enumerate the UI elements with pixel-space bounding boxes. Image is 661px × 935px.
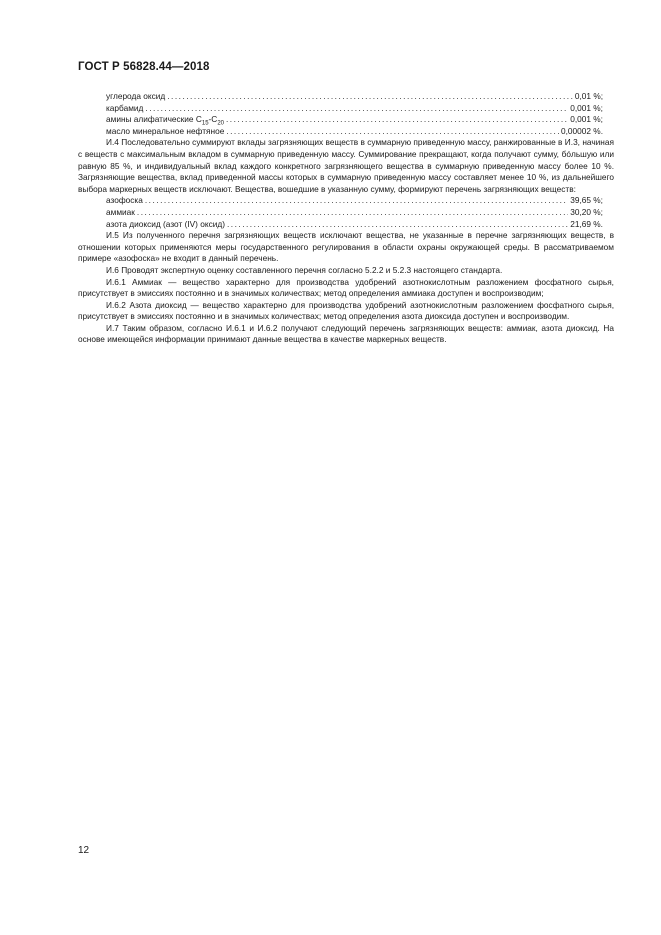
list-item	[106, 91, 614, 103]
list-item-value: 0,001 %;	[570, 114, 603, 125]
dot-leader	[145, 195, 568, 207]
list-item	[106, 195, 614, 207]
document-body	[78, 91, 614, 346]
dot-leader	[167, 91, 573, 103]
subscript: 15	[201, 120, 209, 127]
list-item-label: карбамид	[106, 102, 144, 113]
list-item	[106, 114, 614, 126]
document-header: ГОСТ Р 56828.44—2018	[78, 61, 210, 73]
paragraph-i5: И.5 Из полученного перечня загрязняющих веществ исключают вещества, не указанные в перечне загрязняющих веществ, в отношении которых применяются меры государственного регулирования в области охраны окружающей среды. В рассматриваемом примере «азофоска» не входит в данный перечень.	[78, 230, 614, 264]
list-item	[106, 219, 614, 231]
paragraph-i6-2: И.6.2 Азота диоксид — вещество характерно для производства удобрений азотнокислотным разложением фосфатного сырья, присутствует в эмиссиях постоянно и в значимых количествах; метод определения азота диоксида доступен и воспроизводим.	[78, 299, 614, 322]
paragraph-i7: И.7 Таким образом, согласно И.6.1 и И.6.2 получают следующий перечень загрязняющих веществ: аммиак, азота диоксид. На основе имеющейся информации принимают данные вещества в качестве маркерных веществ.	[78, 322, 614, 345]
list-item-label: азота диоксид (азот (IV) оксид)	[106, 218, 225, 229]
emission-list-1	[78, 91, 614, 137]
label-text: -C	[208, 114, 218, 125]
list-item-label: аммиак	[106, 206, 135, 217]
list-item-value: 0,01 %;	[574, 91, 603, 101]
list-item	[106, 103, 614, 115]
list-item-value: 0,00002 %.	[561, 125, 603, 136]
dot-leader	[227, 219, 568, 231]
page-number: 12	[78, 845, 90, 856]
list-item	[106, 207, 614, 219]
list-item-value: 0,001 %;	[570, 102, 603, 113]
dot-leader	[145, 103, 568, 115]
paragraph-i6-1: И.6.1 Аммиак — вещество характерно для производства удобрений азотнокислотным разложением фосфатного сырья, присутствует в эмиссиях постоянно и в значимых количествах; метод определения аммиака доступен и воспроизводим;	[78, 276, 614, 299]
subscript: 20	[217, 120, 224, 127]
dot-leader	[226, 114, 568, 126]
list-item-label: масло минеральное нефтяное	[106, 125, 225, 136]
paragraph-i6: И.6 Проводят экспертную оценку составленного перечня согласно 5.2.2 и 5.2.3 настоящего стандарта.	[106, 264, 503, 275]
list-item-label	[106, 114, 224, 126]
list-item-label: азофоска	[106, 195, 143, 206]
list-item	[106, 126, 614, 138]
paragraph-i4: И.4 Последовательно суммируют вклады загрязняющих веществ в суммарную приведенную массу, ранжированные в И.3, начиная с веществ с максимальным вкладом в суммарную приведенную массу. Суммирование прекращают, когда получают сумму, бóльшую или равную 85 %, и индивидуальный вклад каждого конкретного загрязняющего вещества в суммарную приведенную массу более 10 %. Загрязняющие вещества, вклад приведенной массы которых в суммарную приведенную массу составляет менее 10 %, из дальнейшего выбора маркерных веществ исключают. Вещества, вошедшие в указанную сумму, формируют перечень загрязняющих веществ:	[78, 137, 614, 194]
list-item-value: 21,69 %.	[570, 218, 603, 229]
dot-leader	[226, 126, 559, 138]
list-item-value: 39,65 %;	[570, 195, 603, 206]
list-item-label: углерода оксид	[106, 91, 166, 101]
dot-leader	[137, 207, 568, 219]
label-text: амины алифатические C	[106, 114, 202, 125]
emission-list-2	[78, 195, 614, 230]
list-item-value: 30,20 %;	[570, 206, 603, 217]
